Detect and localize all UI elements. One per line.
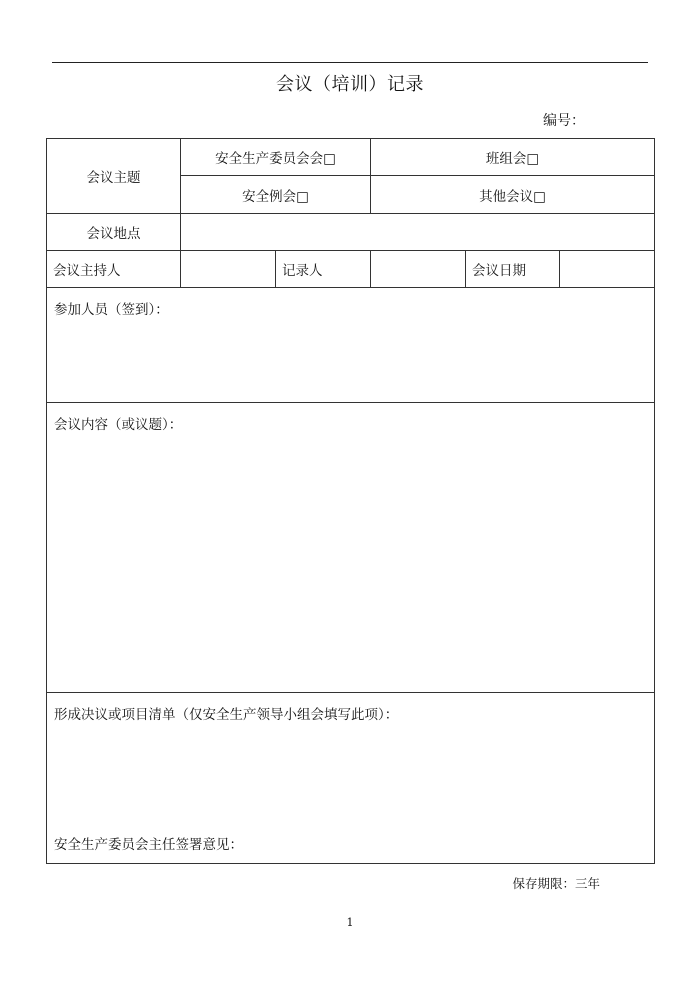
option-safety-regular-meeting[interactable]: 安全例会□ xyxy=(181,176,371,214)
attendees-section[interactable] xyxy=(47,288,654,403)
signoff-label: 安全生产委员会主任签署意见： xyxy=(54,837,243,853)
meeting-record-form xyxy=(46,138,655,864)
attendees-label: 参加人员（签到）： xyxy=(54,302,169,318)
retention-period: 保存期限：三年 xyxy=(512,876,600,891)
option-safety-committee[interactable]: 安全生产委员会会□ xyxy=(181,139,371,176)
host-label: 会议主持人 xyxy=(47,251,181,288)
top-rule xyxy=(52,62,648,63)
recorder-label: 记录人 xyxy=(276,251,371,288)
location-label: 会议地点 xyxy=(47,214,181,251)
resolutions-label: 形成决议或项目清单（仅安全生产领导小组会填写此项）： xyxy=(54,707,399,723)
topic-label: 会议主题 xyxy=(47,139,181,214)
date-field[interactable] xyxy=(560,251,654,288)
page-number: 1 xyxy=(346,916,354,929)
option-other-meeting[interactable]: 其他会议□ xyxy=(371,176,654,214)
option-team-meeting[interactable]: 班组会□ xyxy=(371,139,654,176)
resolutions-section[interactable] xyxy=(47,693,654,863)
record-number-label: 编号： xyxy=(543,113,585,129)
recorder-field[interactable] xyxy=(371,251,466,288)
location-field[interactable] xyxy=(181,214,654,251)
content-label: 会议内容（或议题）： xyxy=(54,417,183,433)
content-section[interactable] xyxy=(47,403,654,693)
host-field[interactable] xyxy=(181,251,276,288)
date-label: 会议日期 xyxy=(466,251,560,288)
page-title: 会议（培训）记录 xyxy=(276,74,424,95)
